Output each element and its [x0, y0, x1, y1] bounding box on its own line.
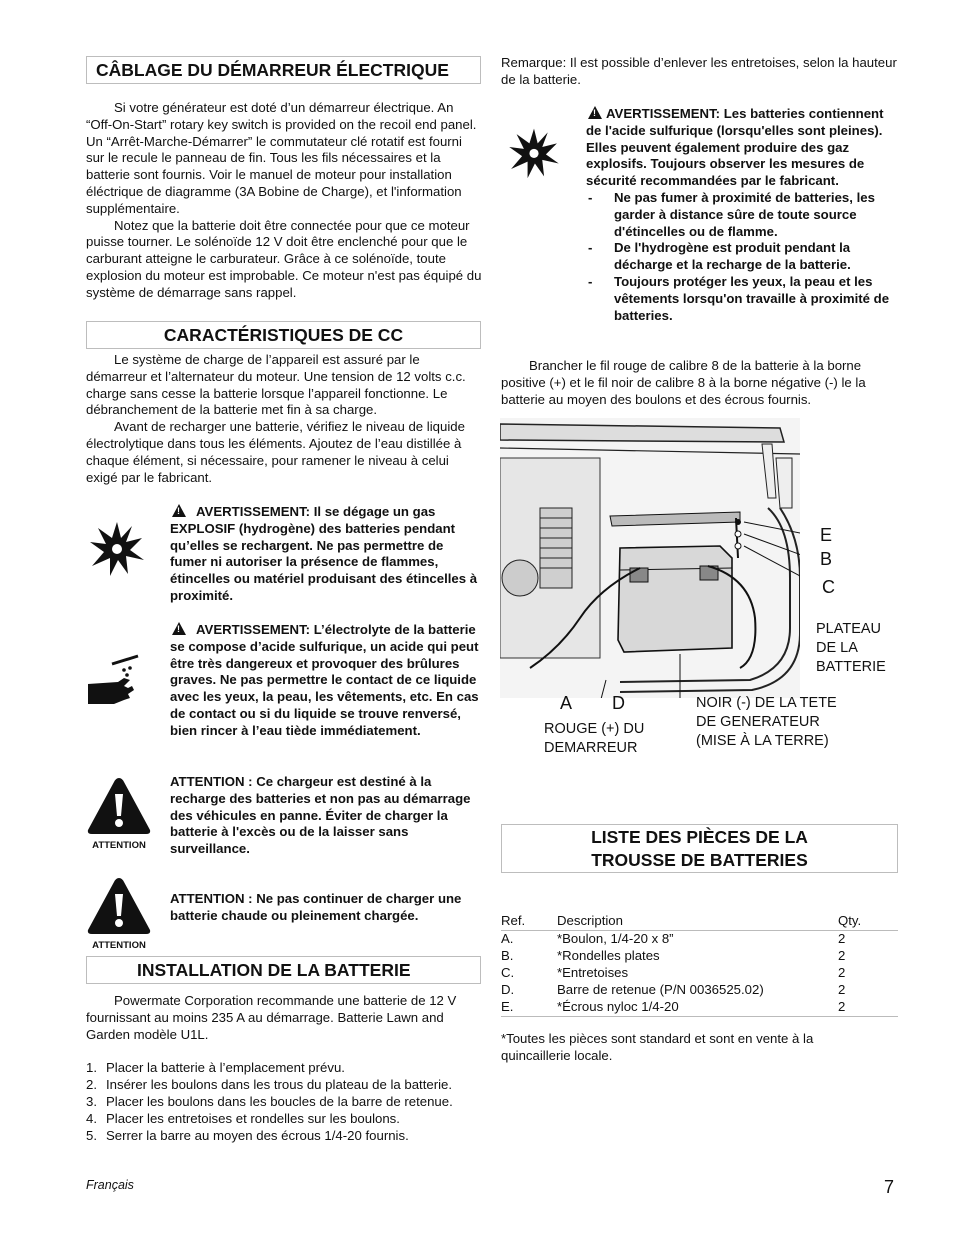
paragraph: Notez que la batterie doit être connectée pour que ce moteur puisse tourner. Le solénoïde 12 V doit être enclenché pour que le carburant atteigne le carburateur. Grâce à ce solénoïde, toute explosion du moteur est improbable. Ce moteur n'est pas équipé du système de démarrage sans rappel.: [86, 217, 482, 300]
label-a: A: [560, 693, 573, 713]
paragraph: Avant de recharger une batterie, vérifiez le niveau de liquide électrolytique dans tous les éléments. Ajoutez de l’eau distillée à chaque élément, si nécessaire, pour ramener le niveau à celui exigé par le fabricant.: [86, 419, 465, 485]
list-item: 1. Placer la batterie à l’emplacement prévu.: [86, 1060, 345, 1076]
table-row: D. Barre de retenue (P/N 0036525.02) 2: [501, 982, 846, 997]
label-b: B: [820, 549, 833, 569]
attention-icon-label: ATTENTION: [92, 939, 146, 951]
parts-footnote: *Toutes les pièces sont standard et sont en vente à la quincaillerie locale.: [501, 1031, 814, 1063]
warning-hydrogen: !AVERTISSEMENT: Il se dégage un gas EXPLOSIF (hydrogène) des batteries pendant qu’elles se rechargent. Ne pas permettre de fumer ni autoriser la présence de flammes, étincelles ou matériel produisant des étincelles à proximité.: [170, 503, 482, 605]
column-header: Qty.: [838, 913, 862, 928]
label-c: C: [822, 577, 835, 597]
battery-installation-diagram: [500, 418, 900, 763]
battery-installation-text: [86, 993, 482, 1144]
label-rouge: ROUGE (+) DU DEMARREUR: [544, 721, 645, 756]
label-e: E: [820, 525, 833, 545]
section-heading-parts-list: LISTE DES PIÈCES DE LA TROUSSE DE BATTERIES: [501, 824, 898, 873]
footer-language: Français: [86, 1178, 134, 1192]
label-d: D: [612, 693, 625, 713]
generator-frame-drawing: [500, 418, 800, 698]
attention-charger: ATTENTION : Ce chargeur est destiné à la recharge des batteries et non pas au démarrage des véhicules en panne. Éviter de charger la batterie à l'excès ou de la laisser sans surveillance.: [170, 774, 471, 857]
attention-icon: [86, 776, 152, 851]
table-header-row: [501, 913, 898, 931]
list-item: 3. Placer les boulons dans les boucles de la barre de retenue.: [86, 1093, 453, 1109]
warning-triangle-icon: [172, 504, 186, 517]
attention-icon: [86, 876, 152, 951]
table-row: E. *Écrous nyloc 1/4-20 2: [501, 999, 898, 1017]
explosion-icon: [505, 125, 563, 180]
paragraph: Le système de charge de l’appareil est assuré par le démarreur et l’alternateur du moteur. Une tension de 12 volts c.c. charge sans cesse la batterie lorsque l’appareil fonctionne. Le débranchement de la batterie met fin à sa charge.: [86, 352, 466, 418]
paragraph: Si votre générateur est doté d’un démarreur électrique. An “Off-On-Start” rotary key switch is provided on the recoil end panel. Un “Arrêt-Marche-Démarrer” le commutateur clé rotatif est fourni sur le recule le panneau de fin. Tous les fils nécessaires et la batterie sont fournis. Voir le manuel de moteur pour installation éléctrique de diagramme (3A Bobine de Charge), et l'information supplémentaire.: [86, 100, 477, 216]
paragraph: Powermate Corporation recommande une batterie de 12 V fournissant au moins 235 A au démarrage. Batterie Lawn and Garden modèle U1L.: [86, 993, 457, 1042]
parts-table: [501, 913, 898, 1017]
warning-batteries-acid: !AVERTISSEMENT: Les batteries contiennent de l'acide sulfurique (lorsqu'elles sont pleines). Elles peuvent également produire des gaz explosifs. Toujours observer les mesures de sécurité recommandées par le fabricant. - Ne pas fumer à proximité de batteries, les garder à distance sûre de toute source d'étincelles ou de flamme. - De l'hydrogène est produit pendant la décharge et la recharge de la batterie. - Toujours protéger les yeux, la peau et les vêtements lorsqu'on travaille à proximité de batteries.: [586, 105, 896, 324]
warning-bullets: [586, 190, 896, 324]
electric-starter-text: [86, 100, 482, 302]
label-plateau: PLATEAU DE LA BATTERIE: [816, 621, 886, 675]
attention-hot-battery: ATTENTION : Ne pas continuer de charger une batterie chaude ou pleinement chargée.: [170, 891, 462, 923]
list-item: 2. Insérer les boulons dans les trous du plateau de la batterie.: [86, 1077, 453, 1093]
list-item: - De l'hydrogène est produit pendant la décharge et la recharge de la batterie.: [586, 240, 896, 274]
list-item: 4. Placer les entretoises et rondelles sur les boulons.: [86, 1110, 400, 1126]
installation-steps: [86, 1060, 482, 1144]
explosion-icon: [88, 518, 146, 578]
table-row: B. *Rondelles plates 2: [501, 948, 846, 963]
label-noir: NOIR (-) DE LA TETE DE GENERATEUR (MISE À LA TERRE): [696, 695, 837, 749]
warning-triangle-icon: [172, 622, 186, 635]
connect-instructions: Brancher le fil rouge de calibre 8 de la batterie à la borne positive (+) et le fil noir de calibre 8 à la borne négative (-) le la batterie au moyen des boulons et des écrous fournis.: [501, 358, 866, 407]
page-number: 7: [884, 1177, 895, 1197]
column-header: Description: [557, 913, 623, 928]
warning-triangle-icon: [588, 106, 602, 119]
column-header: Ref.: [501, 913, 526, 928]
section-heading-electric-starter: CÂBLAGE DU DÉMARREUR ÉLECTRIQUE: [86, 56, 481, 84]
attention-icon-label: ATTENTION: [92, 839, 146, 851]
dc-characteristics-text: [86, 352, 482, 486]
section-heading-dc-characteristics: CARACTÉRISTIQUES DE CC: [86, 321, 481, 349]
remark: Remarque: Il est possible d’enlever les entretoises, selon la hauteur de la batterie.: [501, 55, 897, 87]
section-heading-battery-installation: INSTALLATION DE LA BATTERIE: [86, 956, 481, 984]
list-item: - Toujours protéger les yeux, la peau et les vêtements lorsqu'on travaille à proximité de batteries.: [586, 274, 896, 324]
warning-electrolyte: !AVERTISSEMENT: L’électrolyte de la batterie se compose d’acide sulfurique, un acide qui peut être très dangereux et provoquer des brûlures graves. Ne pas permettre le contact de ce liquide avec les yeux, la peau, les vêtements, etc. En cas de contact ou si du liquide se trouve renversé, bien rincer à l’eau tiède immédiatement.: [170, 621, 482, 740]
acid-hand-icon: [84, 654, 152, 710]
list-item: 5. Serrer la barre au moyen des écrous 1/4-20 fournis.: [86, 1127, 409, 1143]
list-item: - Ne pas fumer à proximité de batteries, les garder à distance sûre de toute source d'étincelles ou de flamme.: [586, 190, 896, 240]
table-row: A. *Boulon, 1/4-20 x 8” 2: [501, 931, 846, 946]
table-row: C. *Entretoises 2: [501, 965, 846, 980]
